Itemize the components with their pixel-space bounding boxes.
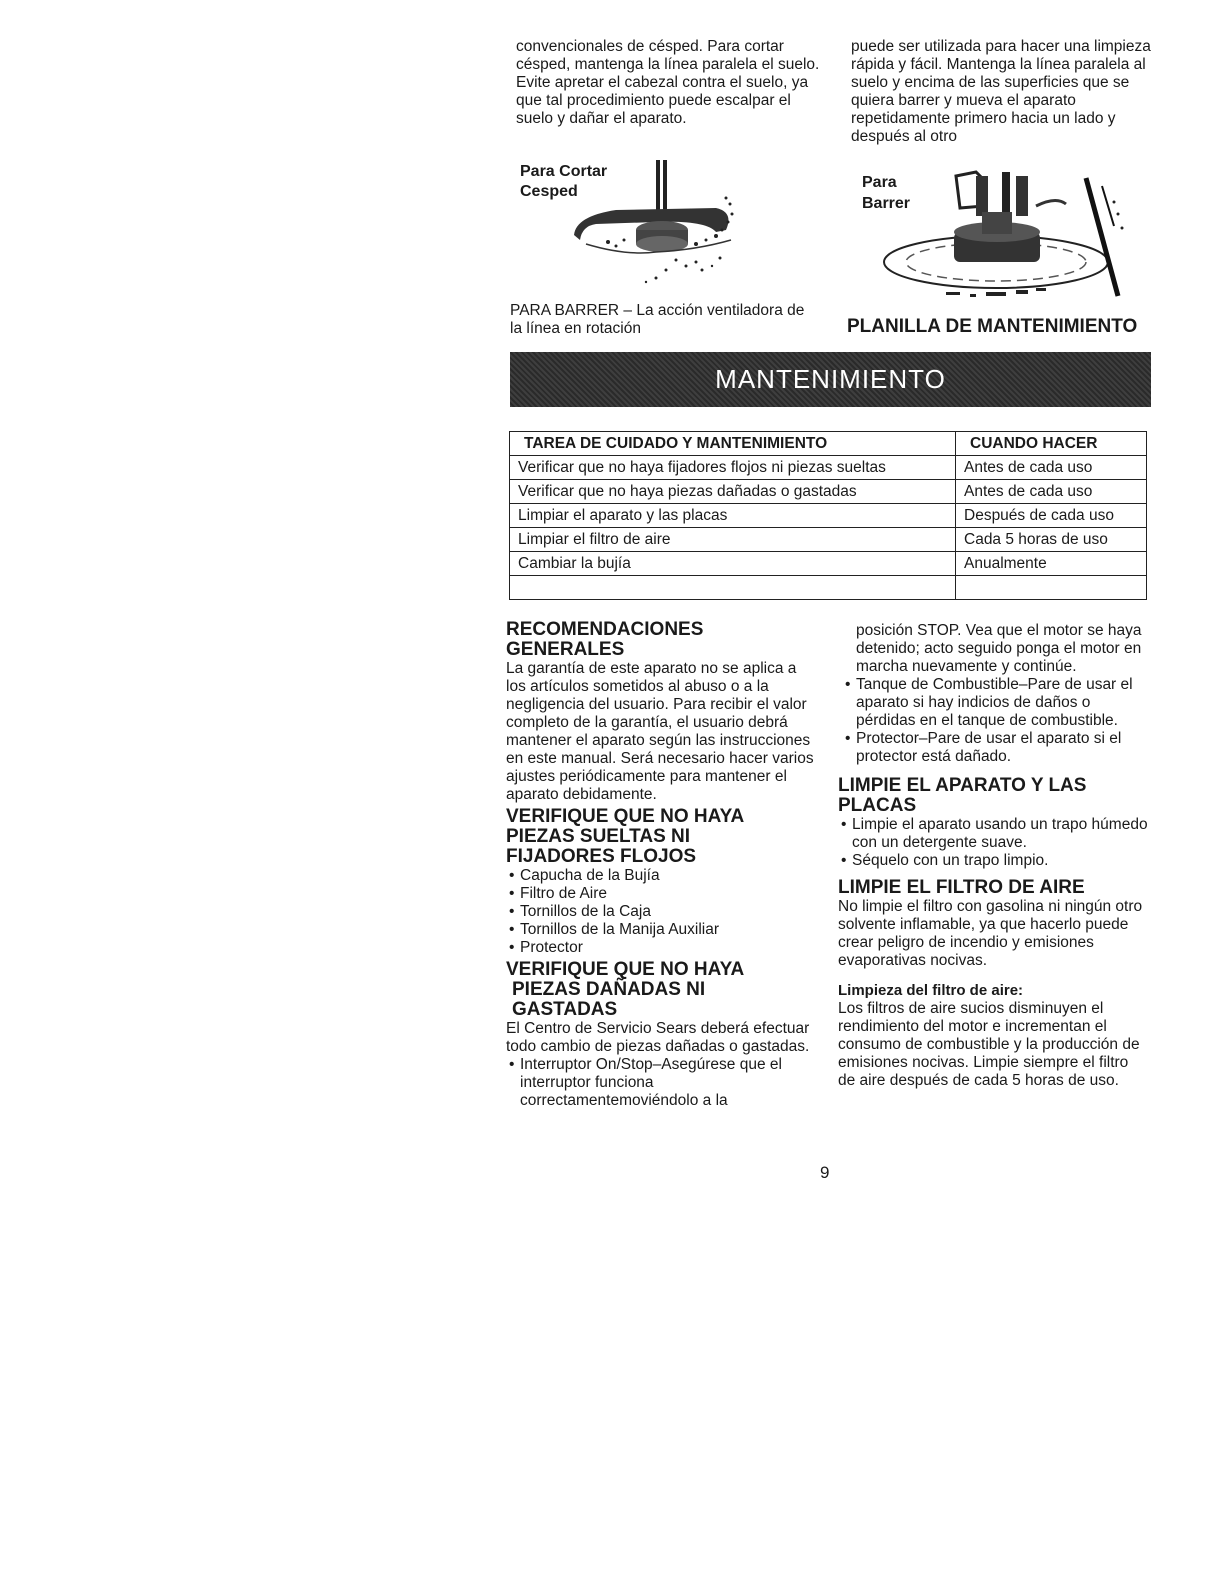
heading-clean-unit: LIMPIE EL APARATO Y LAS PLACAS [838,775,1087,816]
when-cell: Antes de cada uso [956,456,1147,480]
task-cell: Limpiar el filtro de aire [510,528,956,552]
schedule-heading: PLANILLA DE MANTENIMIENTO [847,316,1138,337]
table-row [510,504,1147,528]
list-item: • Tornillos de la Caja [506,903,818,921]
when-cell: Anualmente [956,552,1147,576]
when-cell: Cada 5 horas de uso [956,528,1147,552]
when-cell: Después de cada uso [956,504,1147,528]
clean-unit-list [838,816,1148,870]
task-cell: Verificar que no haya piezas dañadas o gastadas [510,480,956,504]
list-item: • Protector–Pare de usar el aparato si el protector está dañado. [842,730,1148,766]
sweeping-paragraph: PARA BARRER – La acción ventiladora de la línea en rotación [510,302,805,337]
list-item: • Capucha de la Bujía [506,867,818,885]
top-right-paragraph: puede ser utilizada para hacer una limpieza rápida y fácil. Mantenga la línea paralela al suelo y encima de las superficies que se quiera barrer y mueva el aparato repetidamente primero hacia un lado y después al otro [851,38,1151,145]
trimmer-cutting-illustration [516,160,816,295]
table-row [510,552,1147,576]
damaged-parts-list-left [506,1056,818,1110]
figure-cutting-caption: Para Cortar Cesped [520,163,608,200]
list-item: • Protector [506,939,818,957]
top-left-paragraph [516,38,826,128]
heading-filter-cleaning: Limpieza del filtro de aire: [838,982,1024,999]
task-cell: Cambiar la bujía [510,552,956,576]
damaged-parts-list-right [838,676,1148,766]
damaged-paragraph: El Centro de Servicio Sears deberá efectuar todo cambio de piezas dañadas o gastadas. [506,1020,810,1055]
maintenance-schedule-table [509,431,1147,600]
list-item: • Limpie el aparato usando un trapo húmedo con un detergente suave. [838,816,1148,852]
task-cell: Limpiar el aparato y las placas [510,504,956,528]
heading-general: RECOMENDACIONES GENERALES [506,619,704,660]
when-cell: Antes de cada uso [956,480,1147,504]
header-task: TAREA DE CUIDADO Y MANTENIMIENTO [510,432,956,456]
page-number: 9 [820,1163,830,1182]
general-paragraph: La garantía de este aparato no se aplica a los artículos sometidos al abuso o a la negligencia del usuario. Para recibir el valor completo de la garantía, el usuario debrá mantener el aparato según las instrucciones en este manual. Será necesario hacer varios ajustes periódicamente para mantener el aparato debidamente. [506,660,814,803]
list-item: • Tanque de Combustible–Pare de usar el aparato si hay indicios de daños o pérdidas en el tanque de combustible. [842,676,1148,730]
cutting-paragraph: convencionales de césped. Para cortar césped, mantenga la línea paralela el suelo. Evite apretar el cabezal contra el suelo, ya que tal procedimiento puede escalpar el suelo y dañar el aparato. [516,38,820,127]
heading-damaged-parts: VERIFIQUE QUE NO HAYA PIEZAS DAÑADAS NI GASTADAS [506,959,745,1020]
task-cell [510,576,956,600]
heading-clean-filter: LIMPIE EL FILTRO DE AIRE [838,877,1085,898]
list-item: • Filtro de Aire [506,885,818,903]
trimmer-sweeping-illustration [856,166,1131,306]
header-when: CUANDO HACER [956,432,1147,456]
loose-parts-list [506,867,818,957]
filter-cleaning-paragraph: Los filtros de aire sucios disminuyen el rendimiento del motor e incrementan el consumo de combustible y la producción de emisiones nocivas. Limpie siempre el filtro de aire después de cada 5 horas de uso. [838,1000,1140,1089]
heading-loose-parts: VERIFIQUE QUE NO HAYA PIEZAS SUELTAS NI FIJADORES FLOJOS [506,806,745,867]
banner-title: MANTENIMIENTO [715,364,946,394]
continue-paragraph: posición STOP. Vea que el motor se haya detenido; acto seguido ponga el motor en marcha nuevamente y continúe. [856,622,1142,675]
when-cell [956,576,1147,600]
table-row [510,480,1147,504]
figure-sweeping-caption: Para Barrer [862,174,911,212]
list-item: • Interruptor On/Stop–Asegúrese que el interruptor funciona correctamentemoviéndolo a la [506,1056,818,1110]
left-column [506,620,818,1110]
maintenance-banner [510,352,1151,407]
list-item: • Séquelo con un trapo limpio. [838,852,1148,870]
table-row-empty [510,576,1147,600]
right-column [838,622,1148,1090]
table-row [510,456,1147,480]
figure-sweeping [856,166,1131,306]
task-cell: Verificar que no haya fijadores flojos ni piezas sueltas [510,456,956,480]
figure-cutting-grass [516,160,816,295]
table-row [510,528,1147,552]
filter-paragraph: No limpie el filtro con gasolina ni ningún otro solvente inflamable, ya que hacerlo puede crear peligro de incendio y emisiones evaporativas nocivas. [838,898,1143,969]
list-item: • Tornillos de la Manija Auxiliar [506,921,818,939]
table-header-row [510,432,1147,456]
